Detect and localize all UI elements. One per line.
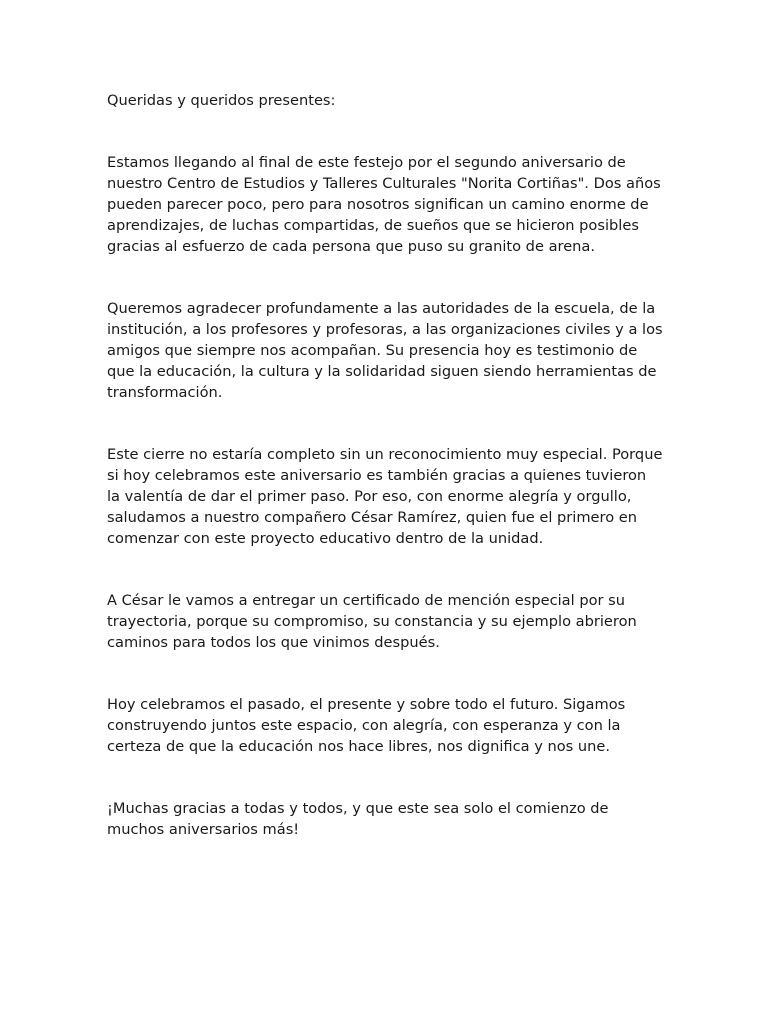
paragraph-anniversary: Estamos llegando al final de este festejo por el segundo aniversario de nuestro Centro de Estudios y Talleres Culturales "Norita Cortiñas". Dos años pueden parecer poco, pero para nosotros significan un camino enorme de aprendizajes, de luchas compartidas, de sueños que se hicieron posibles gracias al esfuerzo de cada persona que puso su granito de arena.	[107, 154, 661, 255]
greeting-line: Queridas y queridos presentes:	[107, 92, 336, 109]
paragraph-recognition: Este cierre no estaría completo sin un reconocimiento muy especial. Porque si hoy celebramos este aniversario es también gracias a quienes tuvieron la valentía de dar el primer paso. Por eso, con enorme alegría y orgullo, saludamos a nuestro compañero César Ramírez, quien fue el primero en comenzar con este proyecto educativo dentro de la unidad.	[107, 446, 663, 547]
paragraph-future: Hoy celebramos el pasado, el presente y sobre todo el futuro. Sigamos construyendo juntos este espacio, con alegría, con esperanza y con la certeza de que la educación nos hace libres, nos dignifica y nos une.	[107, 696, 626, 755]
paragraph-certificate: A César le vamos a entregar un certificado de mención especial por su trayectoria, porque su compromiso, su constancia y su ejemplo abrieron caminos para todos los que vinimos después.	[107, 592, 637, 651]
document-body	[107, 90, 663, 881]
paragraph-thanks: Queremos agradecer profundamente a las autoridades de la escuela, de la institución, a los profesores y profesoras, a las organizaciones civiles y a los amigos que siempre nos acompañan. Su presencia hoy es testimonio de que la educación, la cultura y la solidaridad siguen siendo herramientas de transformación.	[107, 300, 663, 401]
paragraph-closing: ¡Muchas gracias a todas y todos, y que este sea solo el comienzo de muchos aniversarios más!	[107, 800, 609, 838]
